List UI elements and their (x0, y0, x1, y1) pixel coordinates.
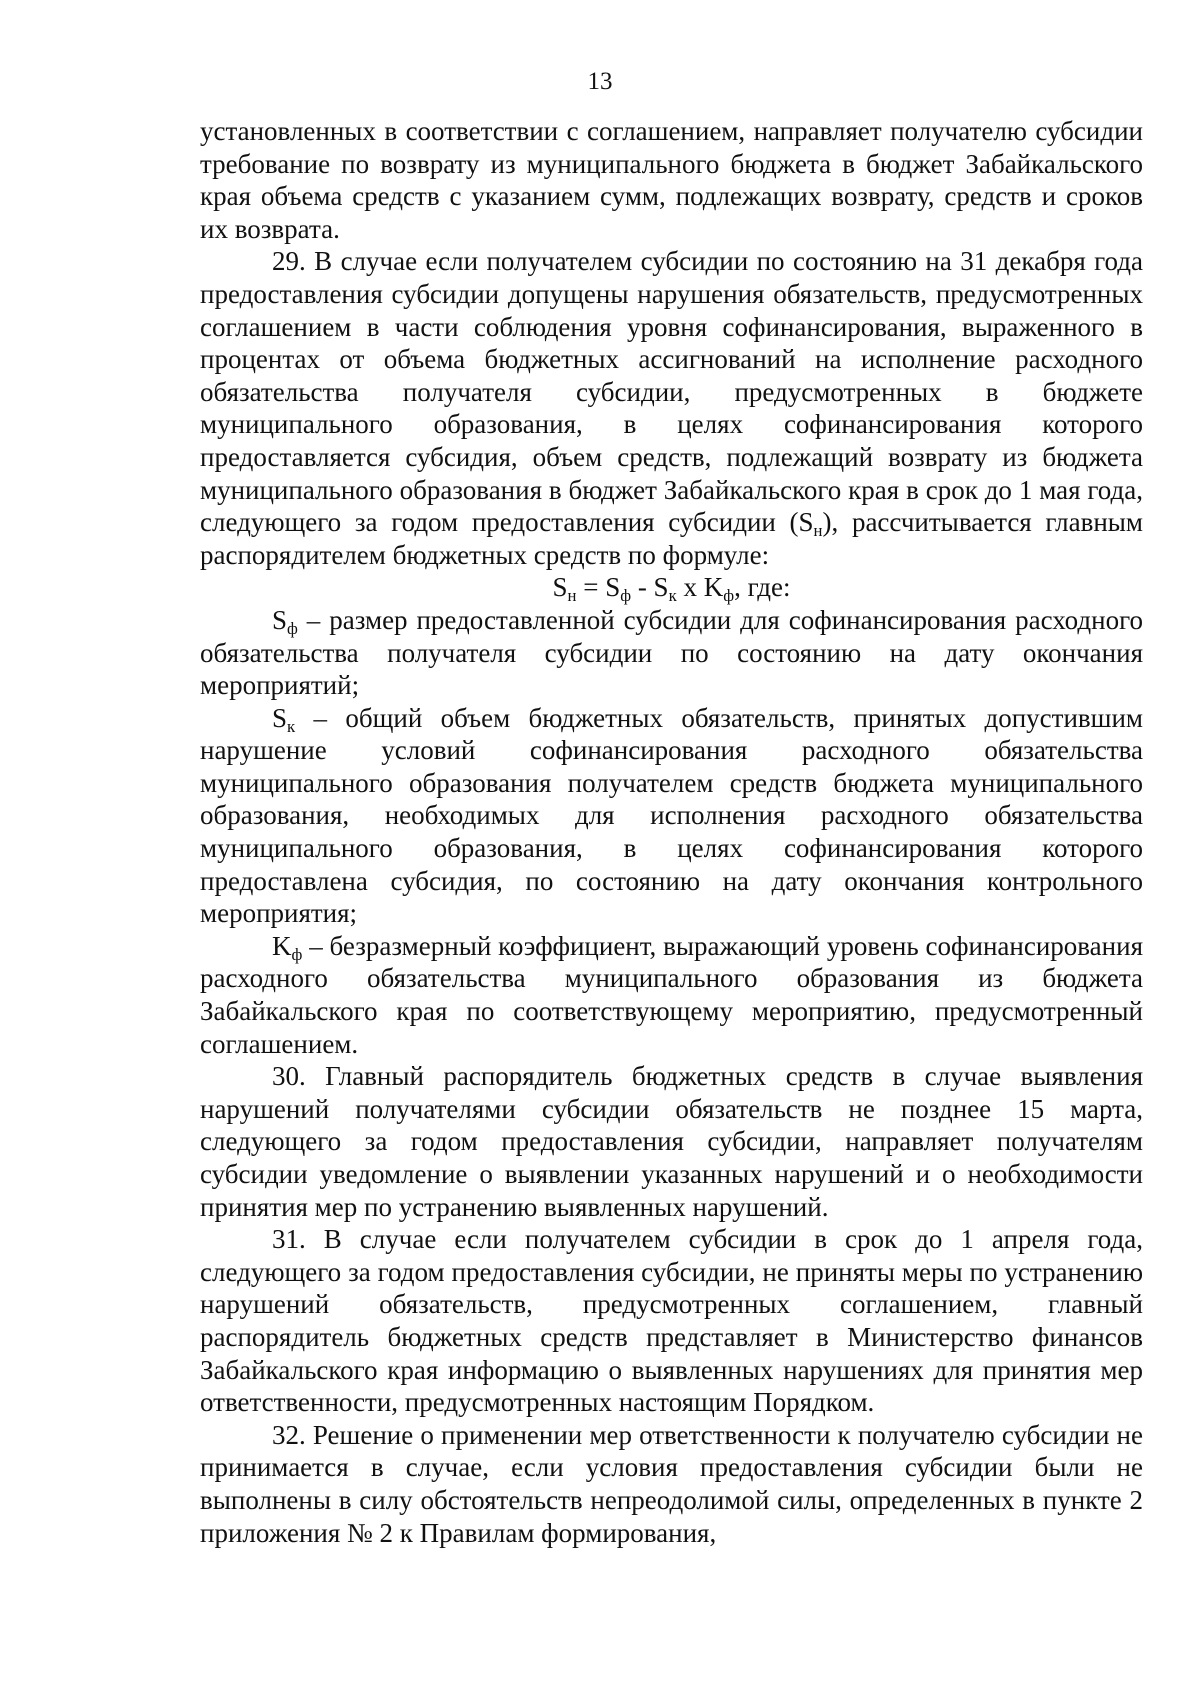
definition-sf-text: – размер предоставленной субсидии для софинансирования расходного обязательства получателя субсидии по состоянию на дату окончания мероприятий; (200, 604, 1143, 701)
paragraph-30: 30. Главный распорядитель бюджетных средств в случае выявления нарушений получателями субсидии обязательств не позднее 15 марта, следующего за годом предоставления субсидии, направляет получателям субсидии уведомление о выявлении указанных нарушений и о необходимости принятия мер по устранению выявленных нарушений. (200, 1061, 1143, 1222)
formula-sub-f: ф (620, 586, 632, 606)
formula-eq: = S (576, 572, 621, 603)
paragraph-31: 31. В случае если получателем субсидии в срок до 1 апреля года, следующего за годом предоставления субсидии, не приняты меры по устранению нарушений обязательств, предусмотренных соглашением, главный распорядитель бюджетных средств представляет в Министерство финансов Забайкальского края информацию о выявленных нарушениях для принятия мер ответственности, предусмотренных настоящим Порядком. (200, 1224, 1143, 1418)
definition-sf (200, 604, 1143, 702)
paragraph-29-text-end: ), рассчитывается главным распорядителем бюджетных средств по формуле: (200, 507, 1143, 570)
page-number: 13 (587, 68, 613, 95)
formula-sub-f2: ф (723, 586, 735, 606)
formula-tail: , где: (734, 572, 791, 603)
definition-sk (200, 702, 1143, 930)
paragraph-32: 32. Решение о применении мер ответственности к получателю субсидии не принимается в случае, если условия предоставления субсидии были не выполнены в силу обстоятельств непреодолимой силы, определенных в пункте 2 приложения № 2 к Правилам формирования, (200, 1419, 1143, 1548)
formula-minus: - S (631, 572, 669, 603)
definition-sk-text: – общий объем бюджетных обязательств, принятых допустившим нарушение условий софинансирования расходного обязательства муниципального образования получателем средств бюджета муниципального образования, необходимых для исполнения расходного обязательства муниципального образования, в целях софинансирования которого предоставлена субсидия, по состоянию на дату окончания контрольного мероприятия; (200, 702, 1143, 929)
definition-kf-sub: ф (291, 944, 303, 964)
formula-sub-k: к (668, 586, 677, 606)
paragraph-continuation: установленных в соответствии с соглашением, направляет получателю субсидии требование по возврату из муниципального бюджета в бюджет Забайкальского края объема средств с указанием сумм, подлежащих возврату, средств и сроков их возврата. (200, 116, 1143, 244)
formula-sub-n: н (567, 586, 577, 606)
definition-sk-sub: к (287, 716, 296, 736)
formula-s-var: S (552, 572, 568, 603)
definition-sf-var: S (272, 604, 288, 635)
formula (200, 571, 1143, 604)
definition-kf-text: – безразмерный коэффициент, выражающий уровень софинансирования расходного обязательства муниципального образования из бюджета Забайкальского края по соответствующему мероприятию, предусмотренный соглашением. (200, 930, 1143, 1059)
definition-sf-sub: ф (287, 618, 298, 638)
paragraph-29 (200, 245, 1143, 571)
definition-kf-var: K (272, 930, 292, 961)
document-body (200, 115, 1143, 1549)
formula-times: x K (676, 572, 724, 603)
definition-kf (200, 930, 1143, 1060)
paragraph-29-text: 29. В случае если получателем субсидии по состоянию на 31 декабря года предоставления субсидии допущены нарушения обязательств, предусмотренных соглашением в части соблюдения уровня софинансирования, выраженного в процентах от объема бюджетных ассигнований на исполнение расходного обязательства получателя субсидии, предусмотренных в бюджете муниципального образования, в целях софинансирования которого предоставляется субсидия, объем средств, подлежащий возврату из бюджета муниципального образования в бюджет Забайкальского края в срок до 1 мая года, следующего за годом предоставления субсидии (S (200, 246, 1143, 538)
subscript-n: н (813, 521, 823, 541)
definition-sk-var: S (272, 702, 288, 733)
